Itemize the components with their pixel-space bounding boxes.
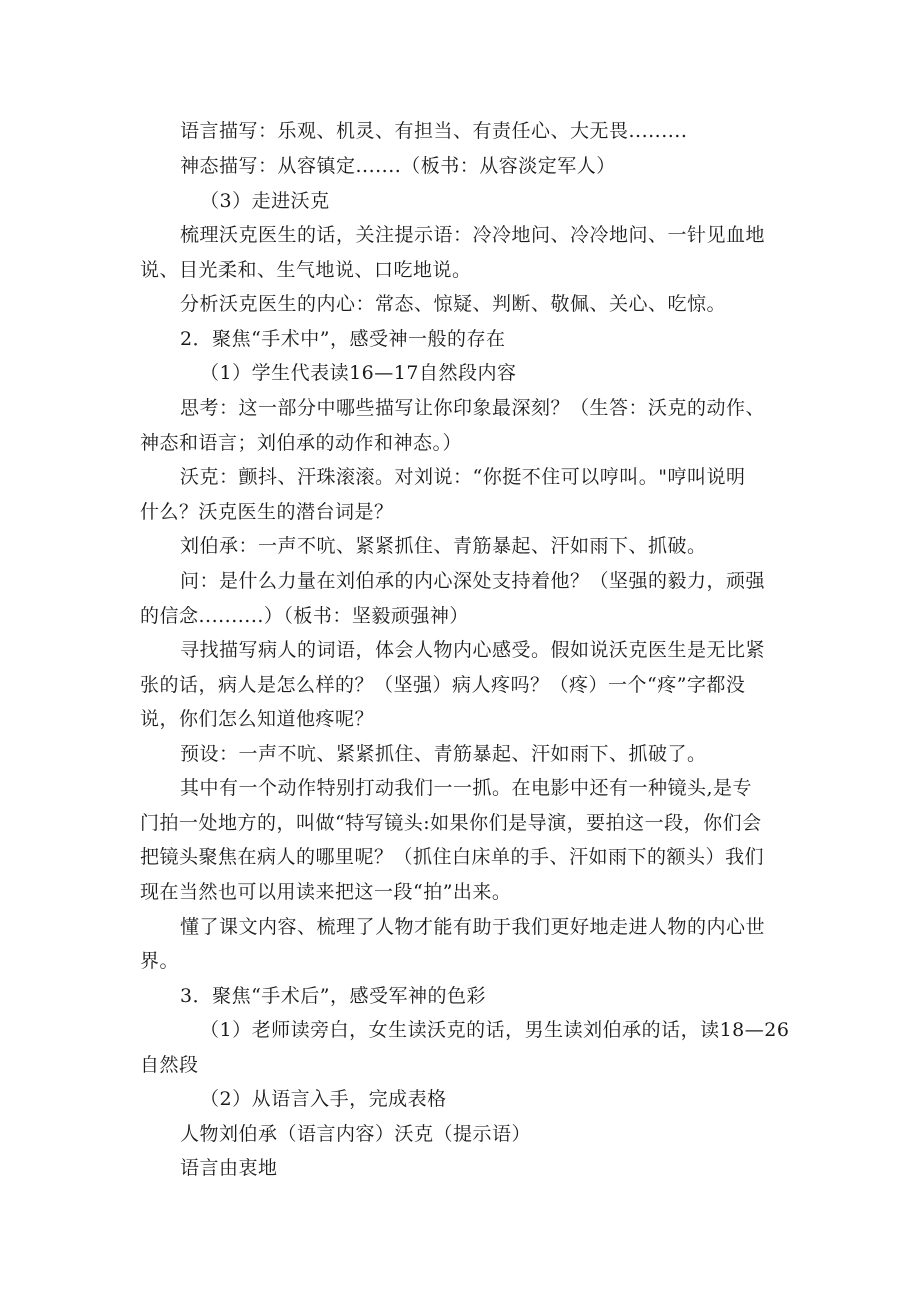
section-heading: 3．聚焦“手术后”，感受军神的色彩 (180, 985, 487, 1007)
text-line: 懂了课文内容、梳理了人物才能有助于我们更好地走进人物的内心世 (180, 916, 766, 938)
text-line: 什么？沃克医生的潜台词是？ (140, 501, 394, 523)
text-line: 寻找描写病人的词语，体会人物内心感受。假如说沃克医生是无比紧 (180, 639, 766, 661)
text-line: 刘伯承：一声不吭、紧紧抓住、青筋暴起、汗如雨下、抓破。 (180, 535, 707, 557)
text-line: 把镜头聚焦在病人的哪里呢？（抓住白床单的手、汗如雨下的额头）我们 (140, 846, 765, 868)
text-line: 人物刘伯承（语言内容）沃克（提示语） (180, 1123, 532, 1145)
text-line: （1）老师读旁白，女生读沃克的话，男生读刘伯承的话，读18—26 (200, 1019, 790, 1041)
text-line: 神态描写：从容镇定.......（板书：从容淡定军人） (180, 155, 616, 177)
text-line: 门拍一处地方的，叫做“特写镜头:如果你们是导演，要拍这一段，你们会 (140, 812, 762, 834)
text-line: 神态和语言；刘伯承的动作和神态。） (140, 432, 463, 454)
text-line: 语言由衷地 (180, 1157, 278, 1179)
text-line: 其中有一个动作特别打动我们一一抓。在电影中还有一种镜头,是专 (180, 777, 753, 799)
text-line: 现在当然也可以用读来把这一段“拍”出来。 (140, 881, 512, 903)
text-line: 分析沃克医生的内心：常态、惊疑、判断、敬佩、关心、吃惊。 (180, 293, 727, 315)
text-line: 自然段 (140, 1054, 199, 1076)
text-line: 预设：一声不吭、紧紧抓住、青筋暴起、汗如雨下、抓破了。 (180, 743, 707, 765)
text-line: 语言描写：乐观、机灵、有担当、有责任心、大无畏......... (180, 120, 688, 142)
text-line: （1）学生代表读16—17自然段内容 (200, 362, 517, 384)
text-line: 说，你们怎么知道他疼呢？ (140, 708, 375, 730)
text-line: 的信念..........）（板书：坚毅顽强神） (140, 605, 469, 627)
text-line: （2）从语言入手，完成表格 (200, 1088, 447, 1110)
text-line: （3）走进沃克 (200, 190, 330, 212)
text-line: 思考：这一部分中哪些描写让你印象最深刻？（生答：沃克的动作、 (180, 397, 766, 419)
text-line: 界。 (140, 950, 180, 972)
text-line: 张的话，病人是怎么样的？（坚强）病人疼吗？（疼）一个“疼”字都没 (140, 674, 746, 696)
section-heading: 2．聚焦“手术中”，感受神一般的存在 (180, 328, 506, 350)
text-line: 问：是什么力量在刘伯承的内心深处支持着他？（坚强的毅力，顽强 (180, 570, 766, 592)
text-line: 梳理沃克医生的话，关注提示语：冷冷地问、冷冷地问、一针见血地 (180, 224, 766, 246)
text-line: 沃克：颤抖、汗珠滚滚。对刘说：“你挺不住可以哼叫。"哼叫说明 (180, 466, 746, 488)
text-line: 说、目光柔和、生气地说、口吃地说。 (140, 259, 472, 281)
